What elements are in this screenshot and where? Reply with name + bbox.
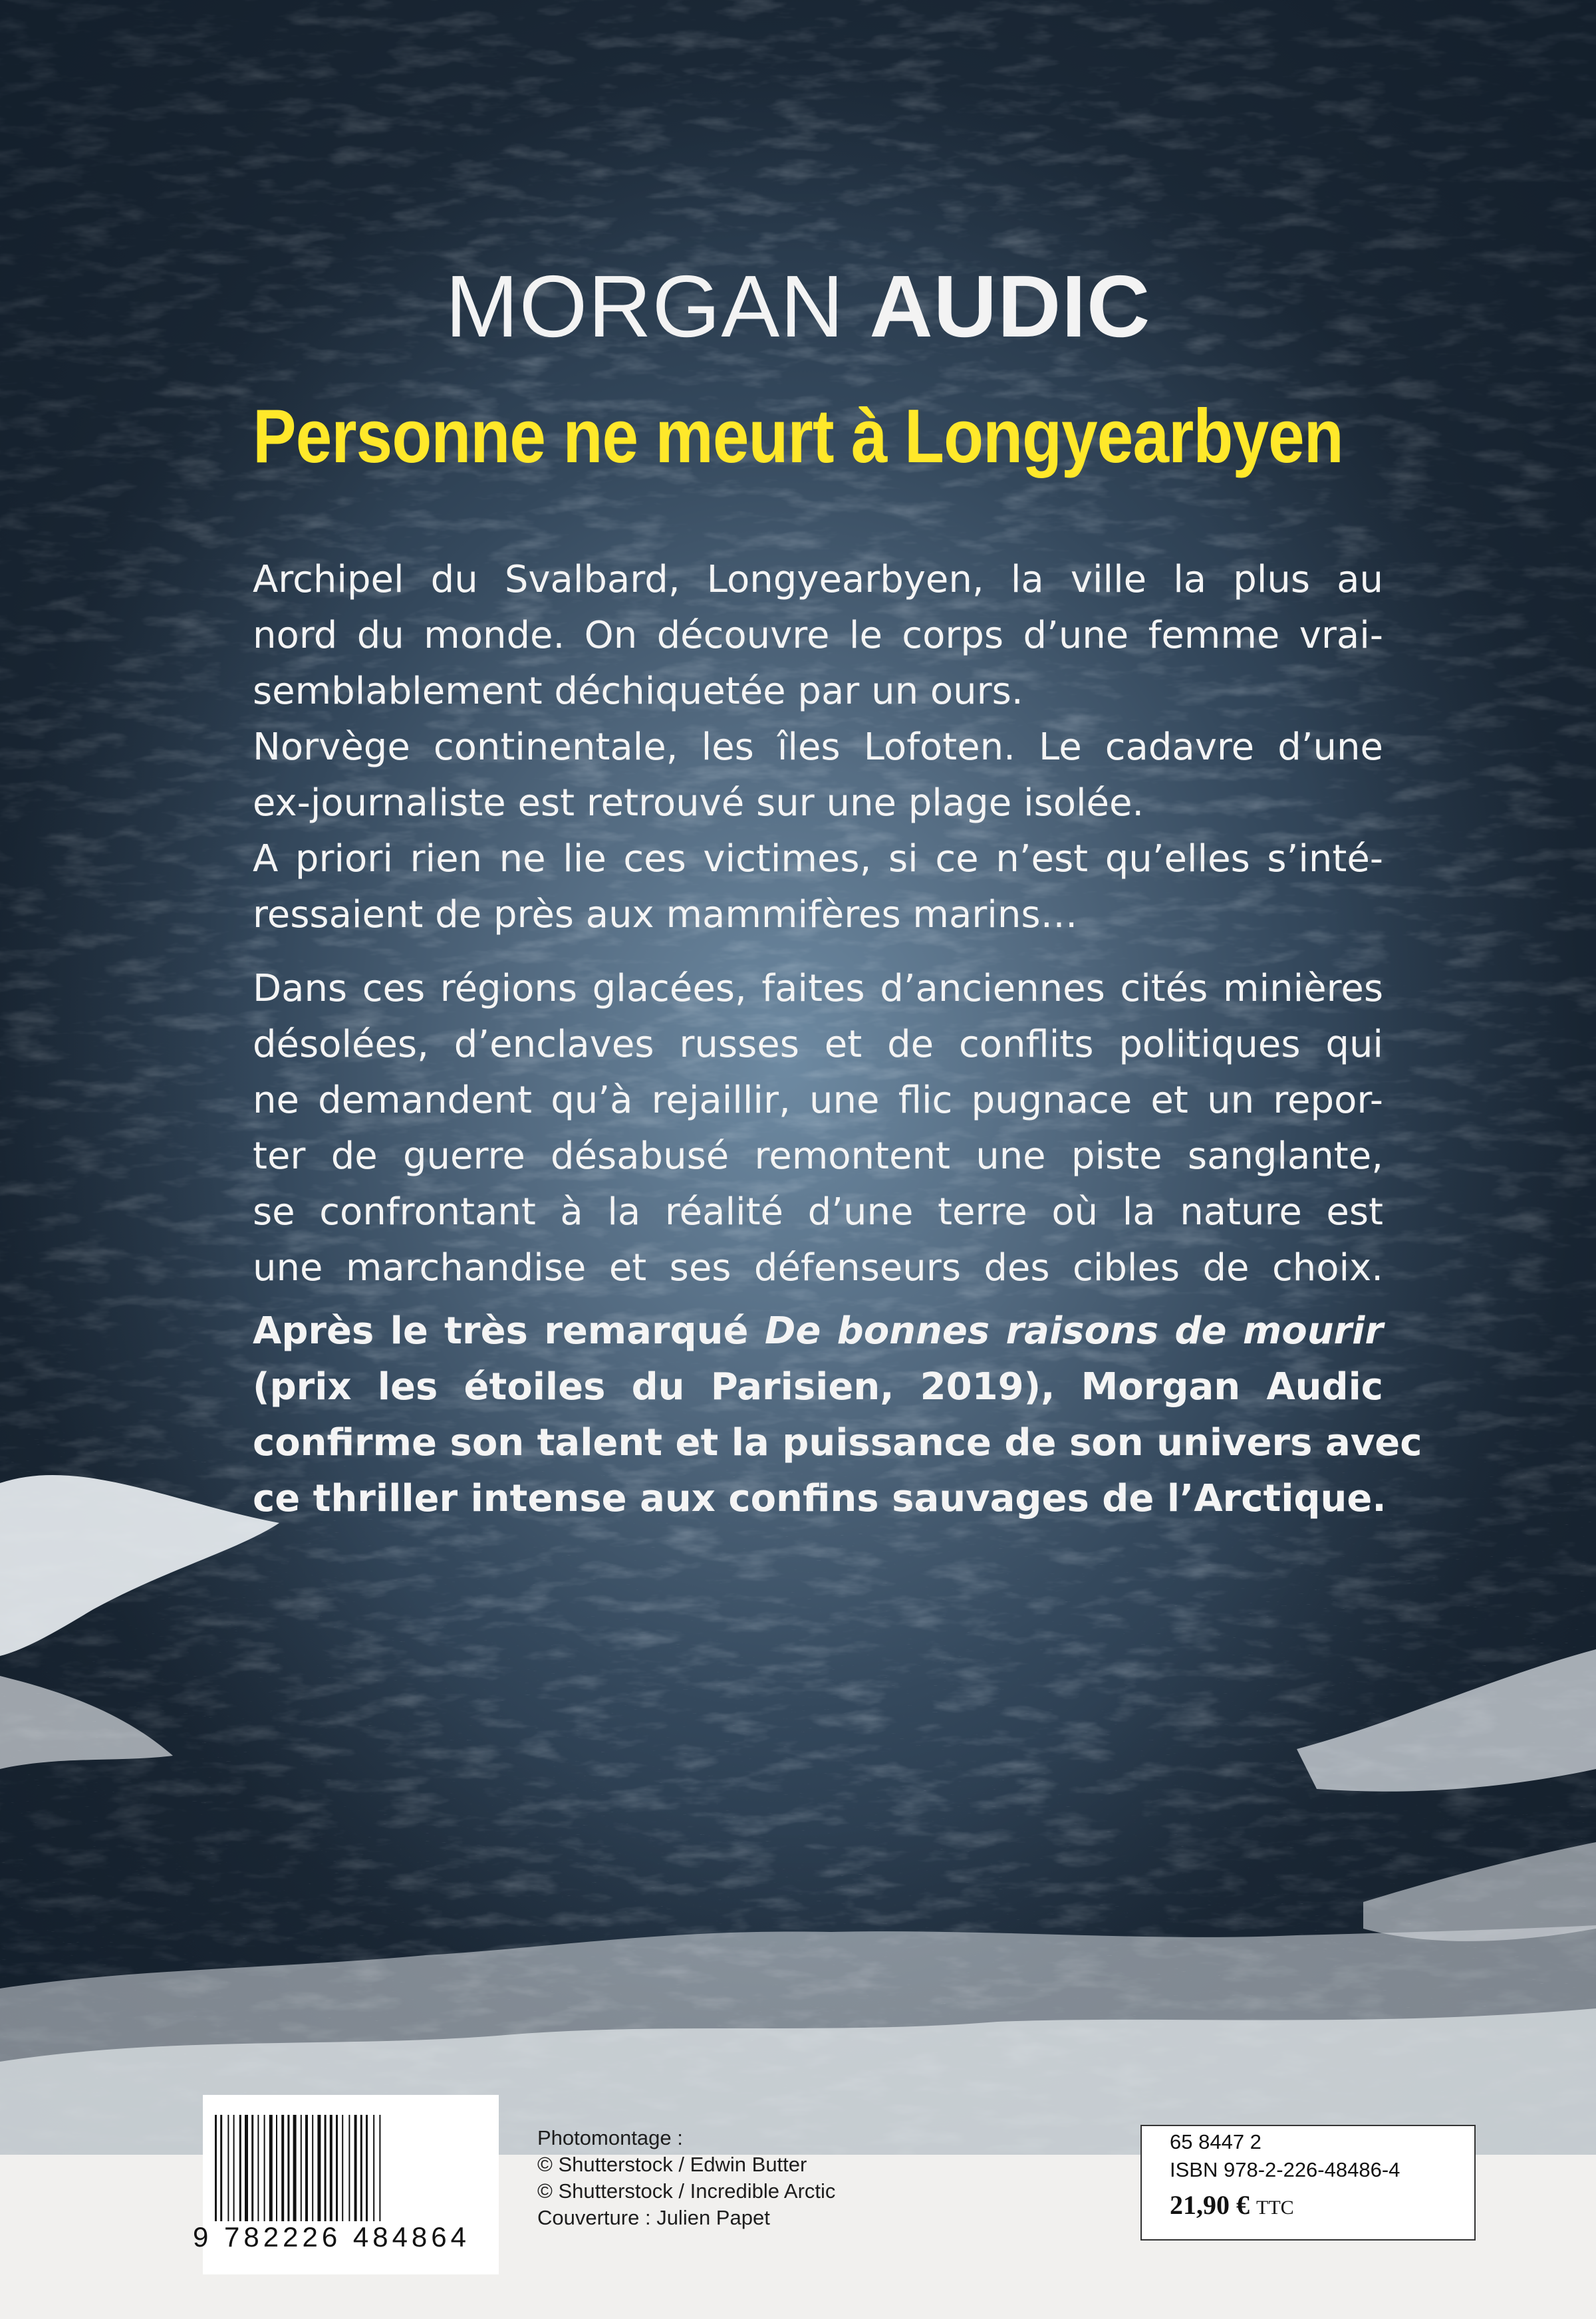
praise-line [253,1303,1383,1359]
synopsis-line: une marchandise et ses défenseurs des cibles de choix. [253,1246,1383,1290]
praise-prefix: Après le très remarqué [253,1309,765,1353]
price-tax-note: TTC [1256,2197,1294,2219]
synopsis-line: Dans ces régions glacées, faites d’anciennes cités minières [253,967,1383,1010]
praise-paragraph [253,1303,1422,1527]
credit-line: © Shutterstock / Incredible Arctic [537,2179,836,2203]
isbn-number: ISBN 978-2-226-48486-4 [1170,2158,1400,2181]
author-name [0,257,1596,355]
synopsis-line: ter de guerre désabusé remontent une piste sanglante, [253,1135,1383,1178]
synopsis-line: Archipel du Svalbard, Longyearbyen, la ville la plus au [253,558,1383,601]
synopsis-line: nord du monde. On découvre le corps d’une femme vrai- [253,614,1383,657]
previous-book-title: De bonnes raisons de mourir [764,1309,1383,1353]
praise-line: confirme son talent et la puissance de son univers avec [253,1421,1422,1464]
barcode-icon [203,2095,499,2228]
synopsis-line: désolées, d’enclaves russes et de conflits politiques qui [253,1023,1383,1066]
barcode-digits: 9 782226 484864 [193,2221,470,2252]
photo-credits [537,2125,835,2231]
author-last-name: AUDIC [869,257,1151,355]
credit-line: Couverture : Julien Papet [537,2206,770,2229]
praise-line: ce thriller intense aux confins sauvages de l’Arctique. [253,1477,1387,1520]
product-reference: 65 8447 2 [1170,2130,1262,2153]
synopsis-line: A priori rien ne lie ces victimes, si ce n’est qu’elles s’inté- [253,837,1383,881]
synopsis-paragraph-1 [253,552,1383,943]
synopsis-line: ne demandent qu’à rejaillir, une flic pugnace et un repor- [253,1079,1383,1122]
price-box [1140,2125,1476,2241]
credit-line: © Shutterstock / Edwin Butter [537,2153,807,2176]
synopsis-line: ex-journaliste est retrouvé sur une plage isolée. [253,781,1144,825]
synopsis-line: Norvège continentale, les îles Lofoten. Le cadavre d’une [253,726,1383,769]
synopsis-paragraph-2 [253,961,1383,1296]
synopsis-line: semblablement déchiquetée par un ours. [253,670,1023,713]
credit-line: Photomontage : [537,2126,683,2149]
book-title: Personne ne meurt à Longyearbyen [253,394,1343,479]
price-label [1170,2189,1294,2221]
synopsis-line: se confrontant à la réalité d’une terre où la nature est [253,1190,1383,1234]
price-value: 21,90 € [1170,2190,1250,2220]
author-first-name: MORGAN [445,257,845,355]
synopsis-line: ressaient de près aux mammifères marins… [253,893,1078,936]
praise-line: (prix les étoiles du Parisien, 2019), Morgan Audic [253,1365,1383,1409]
